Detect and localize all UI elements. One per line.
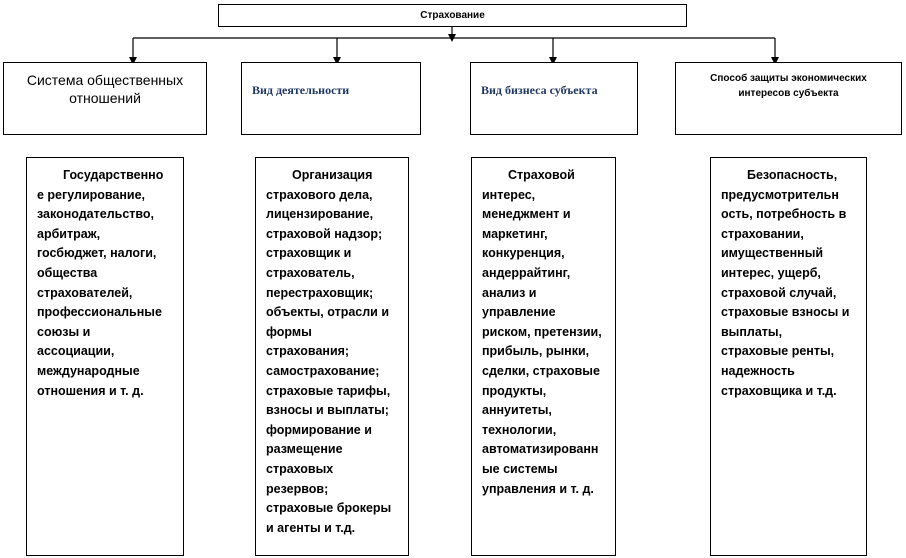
root-node-label: Страхование xyxy=(420,10,485,21)
detail-node-activity-type xyxy=(255,157,409,556)
category-node-label: Вид деятельности xyxy=(252,83,350,97)
category-node-label: Вид бизнеса субъекта xyxy=(481,83,598,97)
category-node-social-relations xyxy=(3,62,207,135)
detail-node-text: Государственно е регулирование, законодательство, арбитраж, госбюджет, налоги, общества страхователей, профессиональные союзы и ассоциации, международные отношения и т. д. xyxy=(37,168,164,398)
detail-node-protection-method xyxy=(710,157,867,556)
category-node-protection-method xyxy=(675,62,902,135)
category-node-label: Система общественных отношений xyxy=(26,72,184,106)
category-node-label: Способ защиты экономических интересов субъекта xyxy=(710,73,867,99)
detail-node-social-relations xyxy=(26,157,184,556)
detail-node-business-type xyxy=(471,157,616,556)
category-node-activity-type xyxy=(241,62,421,135)
root-node xyxy=(218,4,687,27)
detail-node-text: Организация страхового дела, лицензирование, страховой надзор; страховщик и страхователь, перестраховщик; объекты, отрасли и формы страхования; самострахование; страховые тарифы, взносы и выплаты; формирование и размещение страховых резервов; страховые брокеры и агенты и т.д. xyxy=(266,168,392,535)
detail-node-text: Безопасность, предусмотрительн ость, потребность в страховании, имущественный интерес, ущерб, страховой случай, страховые взносы и выплаты, страховые ренты, надежность страховщика и т.д. xyxy=(721,168,850,398)
category-node-business-type xyxy=(470,62,638,135)
detail-node-text: Страховой интерес, менеджмент и маркетинг, конкуренция, андеррайтинг, анализ и управление риском, претензии, прибыль, рынки, сделки, страховые продукты, аннуитеты, технологии, автоматизированн ые системы управления и т. д. xyxy=(482,168,602,496)
